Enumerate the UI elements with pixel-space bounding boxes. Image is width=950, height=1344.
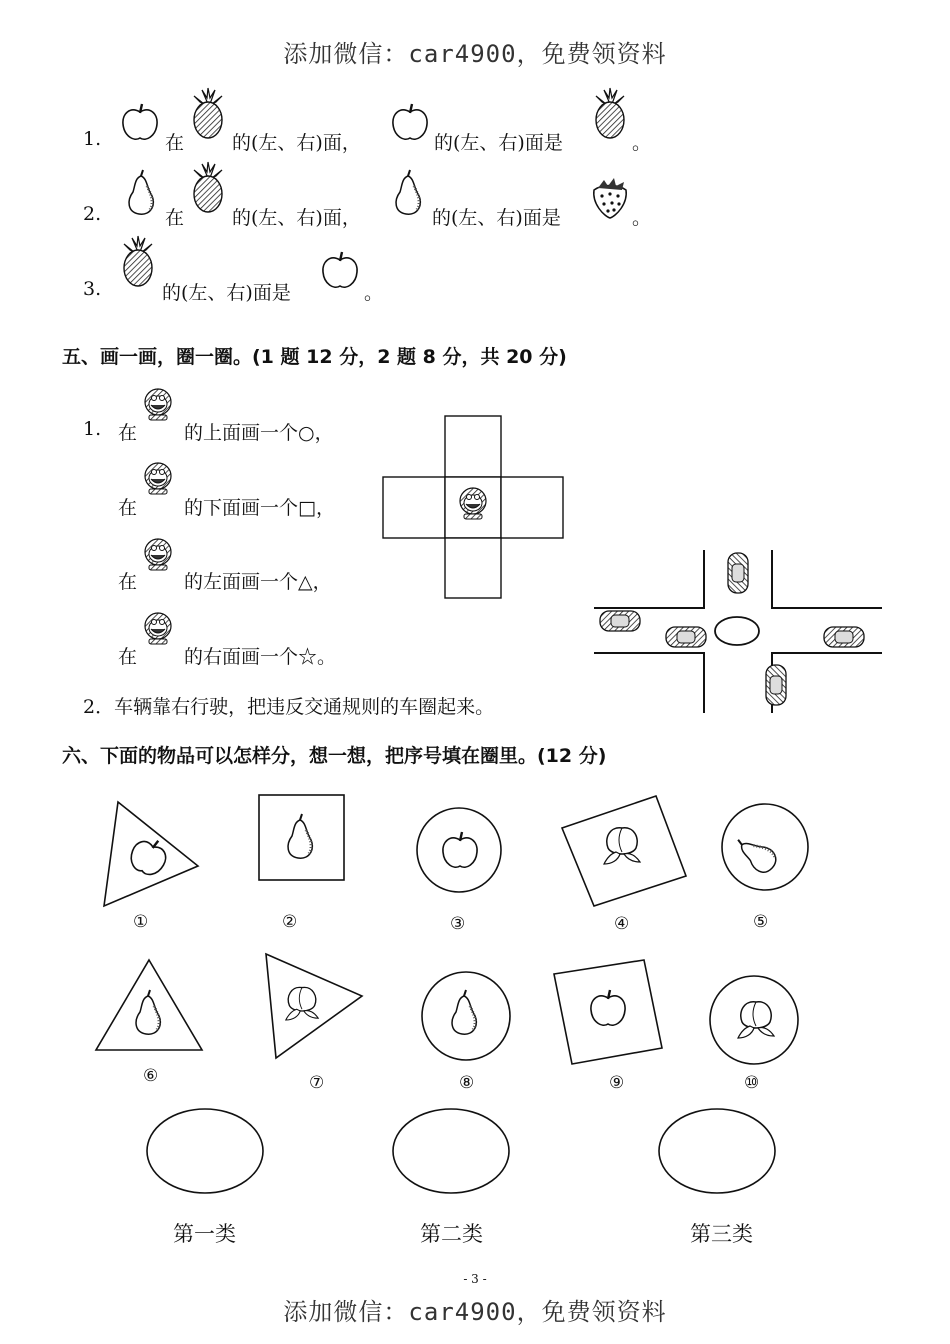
question-number: 2. [83, 203, 102, 225]
footer-banner: 添加微信：car4900，免费领资料 [283, 1298, 667, 1326]
strawberry-icon [590, 178, 630, 220]
instruction-text: 的下面画一个□， [184, 497, 335, 519]
question-text: 在 [165, 207, 185, 229]
pineapple-icon [190, 162, 226, 212]
instruction-text: 的上面画一个○， [184, 422, 334, 444]
cross-grid [380, 415, 566, 600]
question-text: 的(左、右)面是 [162, 282, 291, 304]
header-banner: 添加微信：car4900，免费领资料 [283, 40, 667, 68]
apple-icon [122, 104, 160, 144]
item-label: ③ [450, 914, 466, 934]
item-label: ⑥ [143, 1066, 159, 1086]
robot-icon [142, 612, 174, 646]
item-label: ⑧ [459, 1073, 475, 1093]
car-icon[interactable] [666, 627, 706, 647]
apple-icon [322, 252, 360, 292]
question-number: 1. [83, 128, 102, 150]
question-text: 的(左、右)面， [232, 207, 361, 229]
item-5-circle-pear[interactable] [719, 802, 811, 892]
item-8-circle-pear[interactable] [420, 970, 512, 1062]
item-7-triangle-peach[interactable] [262, 952, 364, 1060]
page-number: - 3 - [463, 1272, 487, 1286]
car-icon[interactable] [766, 665, 786, 705]
item-4-rotated-square-peach[interactable] [560, 792, 688, 910]
pineapple-icon [592, 88, 628, 138]
instruction-text: 在 [118, 646, 138, 668]
item-2-square-pear[interactable] [258, 794, 346, 882]
item-3-circle-apple[interactable] [415, 806, 503, 894]
car-icon[interactable] [600, 611, 640, 631]
item-label: ② [282, 912, 298, 932]
pineapple-icon [120, 236, 156, 286]
item-label: ⑩ [744, 1073, 760, 1093]
question-end: 。 [632, 132, 652, 154]
grid-cell-right[interactable] [501, 477, 563, 538]
apple-icon [392, 104, 430, 144]
section-five-title: 五、画一画，圈一圈。(1 题 12 分，2 题 8 分，共 20 分) [62, 346, 567, 368]
pear-icon [392, 170, 424, 216]
question-end: 。 [632, 207, 652, 229]
item-1-triangle-apple[interactable] [96, 800, 200, 908]
question-text: 的(左、右)面是 [434, 132, 563, 154]
category-label: 第三类 [690, 1222, 753, 1246]
grid-cell-bottom[interactable] [445, 538, 501, 598]
category-label: 第二类 [420, 1222, 483, 1246]
question-text: 在 [165, 132, 185, 154]
car-icon[interactable] [728, 553, 748, 593]
section-six-title: 六、下面的物品可以怎样分，想一想，把序号填在圈里。(12 分) [62, 745, 607, 767]
road-intersection [594, 545, 884, 715]
item-label: ① [133, 912, 149, 932]
grid-cell-left[interactable] [383, 477, 445, 538]
instruction-text: 在 [118, 571, 138, 593]
question-number: 1. [83, 418, 102, 440]
item-9-square-apple[interactable] [552, 958, 664, 1066]
question-text: 的(左、右)面是 [432, 207, 561, 229]
pineapple-icon [190, 88, 226, 138]
instruction-text: 在 [118, 497, 138, 519]
item-label: ⑦ [309, 1073, 325, 1093]
robot-icon [142, 538, 174, 572]
grid-cell-top[interactable] [445, 416, 501, 477]
car-icon[interactable] [824, 627, 864, 647]
instruction-text: 的左面画一个△， [184, 571, 332, 593]
question-end: 。 [364, 282, 384, 304]
item-label: ④ [614, 914, 630, 934]
item-label: ⑨ [609, 1073, 625, 1093]
pear-icon [125, 170, 157, 216]
question-text: 的(左、右)面， [232, 132, 361, 154]
item-10-circle-peach[interactable] [708, 974, 800, 1066]
instruction-text: 的右面画一个☆。 [184, 646, 337, 668]
answer-oval-1[interactable] [144, 1106, 266, 1196]
robot-icon [142, 388, 174, 422]
answer-oval-2[interactable] [390, 1106, 512, 1196]
roundabout-island [715, 617, 759, 645]
answer-oval-3[interactable] [656, 1106, 778, 1196]
robot-icon [142, 462, 174, 496]
item-label: ⑤ [753, 912, 769, 932]
item-6-triangle-pear[interactable] [94, 958, 204, 1052]
instruction-text: 2．车辆靠右行驶，把违反交通规则的车圈起来。 [83, 696, 495, 718]
category-label: 第一类 [173, 1222, 236, 1246]
instruction-text: 在 [118, 422, 138, 444]
question-number: 3. [83, 278, 102, 300]
